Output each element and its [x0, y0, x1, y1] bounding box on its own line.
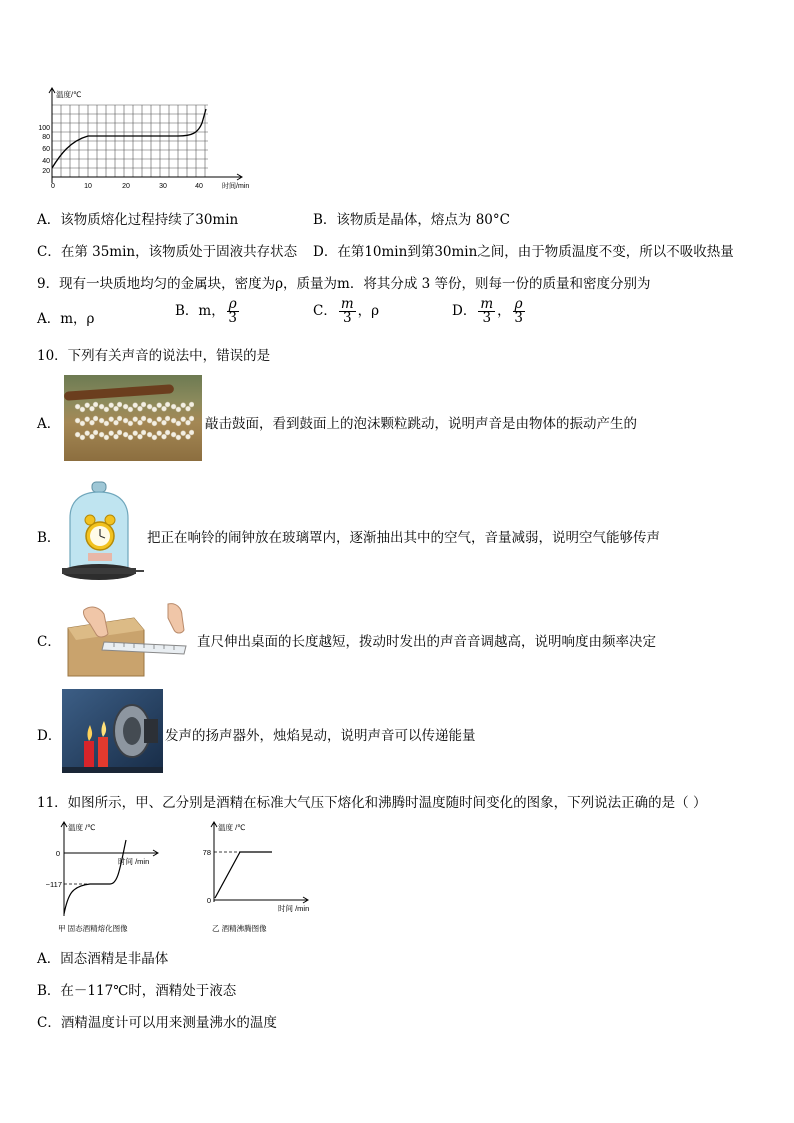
alcohol-boiling-graph	[198, 818, 316, 936]
fraction-denominator: 3	[482, 310, 492, 326]
q9-option-b	[175, 298, 241, 325]
q10-option-c-letter: C．	[37, 634, 61, 650]
right-graph-xlabel: 时间 /min	[278, 904, 310, 913]
y-tick: 100	[38, 125, 50, 132]
q9-stem: 9．现有一块质地均匀的金属块，密度为ρ，质量为m．将其分成 3 等份，则每一份的质量和密度分别为	[37, 276, 651, 292]
q8-option-c: C．在第 35min，该物质处于固液共存状态	[37, 244, 298, 260]
q9-option-d	[452, 298, 527, 325]
fraction	[513, 298, 525, 325]
y-tick: 80	[42, 134, 50, 141]
x-tick: 10	[84, 183, 92, 190]
left-graph-ylabel: 温度 /℃	[68, 823, 96, 832]
fraction	[339, 298, 356, 325]
comma: ，	[497, 303, 511, 319]
right-graph-ylabel: 温度 /℃	[218, 823, 246, 832]
right-graph-caption: 乙 酒精沸腾图像	[212, 924, 267, 933]
q10-option-d-letter: D．	[37, 728, 62, 744]
fraction-numerator: m	[480, 296, 494, 312]
ruler-table-photo	[64, 600, 196, 678]
x-tick: 0	[51, 183, 55, 190]
graph-xlabel: 时间/min	[222, 183, 250, 190]
q10-option-a-text: 敲击鼓面，看到鼓面上的泡沫颗粒跳动，说明声音是由物体的振动产生的	[205, 416, 637, 432]
left-graph-level: −117	[45, 880, 62, 889]
alcohol-melting-graph	[38, 818, 178, 936]
y-tick: 60	[42, 146, 50, 153]
x-tick: 40	[195, 183, 203, 190]
option-prefix: C．	[313, 303, 337, 319]
q10-option-b-text: 把正在响铃的闹钟放在玻璃罩内，逐渐抽出其中的空气，音量减弱，说明空气能够传声	[147, 530, 660, 546]
q11-stem: 11．如图所示，甲、乙分别是酒精在标准大气压下熔化和沸腾时温度随时间变化的图象，下列说法正确的是（ ）	[37, 795, 707, 811]
graph-ylabel: 温度/℃	[56, 90, 82, 99]
q10-option-b-letter: B．	[37, 530, 61, 546]
q10-option-d-text: 发声的扬声器外，烛焰晃动，说明声音可以传递能量	[165, 728, 476, 744]
speaker-candle-photo	[62, 689, 163, 773]
y-tick: 40	[42, 158, 50, 165]
q10-option-a-letter: A．	[37, 416, 61, 432]
drum-foam-photo	[64, 375, 202, 461]
q9-option-a: A．m，ρ	[37, 311, 95, 327]
option-suffix: ，ρ	[357, 303, 380, 319]
q11-option-c: C．酒精温度计可以用来测量沸水的温度	[37, 1015, 277, 1031]
fraction-denominator: 3	[228, 310, 237, 326]
q8-option-b: B．该物质是晶体，熔点为 80°C	[313, 212, 510, 228]
q9-option-c	[313, 298, 379, 325]
option-prefix: D．	[452, 303, 477, 319]
melting-graph	[30, 85, 255, 193]
right-graph-level: 78	[202, 848, 211, 857]
option-prefix: B．m，	[175, 303, 225, 319]
fraction-numerator: ρ	[228, 296, 237, 312]
y-tick: 20	[42, 168, 50, 175]
x-tick: 20	[122, 183, 130, 190]
right-graph-zero: 0	[206, 896, 211, 905]
fraction-numerator: m	[340, 296, 354, 312]
q11-option-a: A．固态酒精是非晶体	[37, 951, 169, 967]
q10-stem: 10．下列有关声音的说法中，错误的是	[37, 348, 271, 364]
fraction	[478, 298, 495, 325]
left-graph-caption: 甲 固态酒精熔化图像	[58, 924, 128, 933]
q8-option-d: D．在第10min到第30min之间，由于物质温度不变，所以不吸收热量	[313, 244, 734, 260]
q8-option-a: A．该物质熔化过程持续了30min	[37, 212, 239, 228]
q11-option-b: B．在－117℃时，酒精处于液态	[37, 983, 237, 999]
fraction-denominator: 3	[342, 310, 352, 326]
q10-option-c-text: 直尺伸出桌面的长度越短，拨动时发出的声音音调越高，说明响度由频率决定	[197, 634, 656, 650]
fraction-numerator: ρ	[514, 296, 523, 312]
left-graph-xlabel: 时间 /min	[118, 857, 150, 866]
x-tick: 30	[159, 183, 167, 190]
fraction-denominator: 3	[514, 310, 523, 326]
fraction	[227, 298, 239, 325]
bell-jar-alarm-clock	[58, 480, 146, 584]
left-graph-zero: 0	[55, 849, 60, 858]
